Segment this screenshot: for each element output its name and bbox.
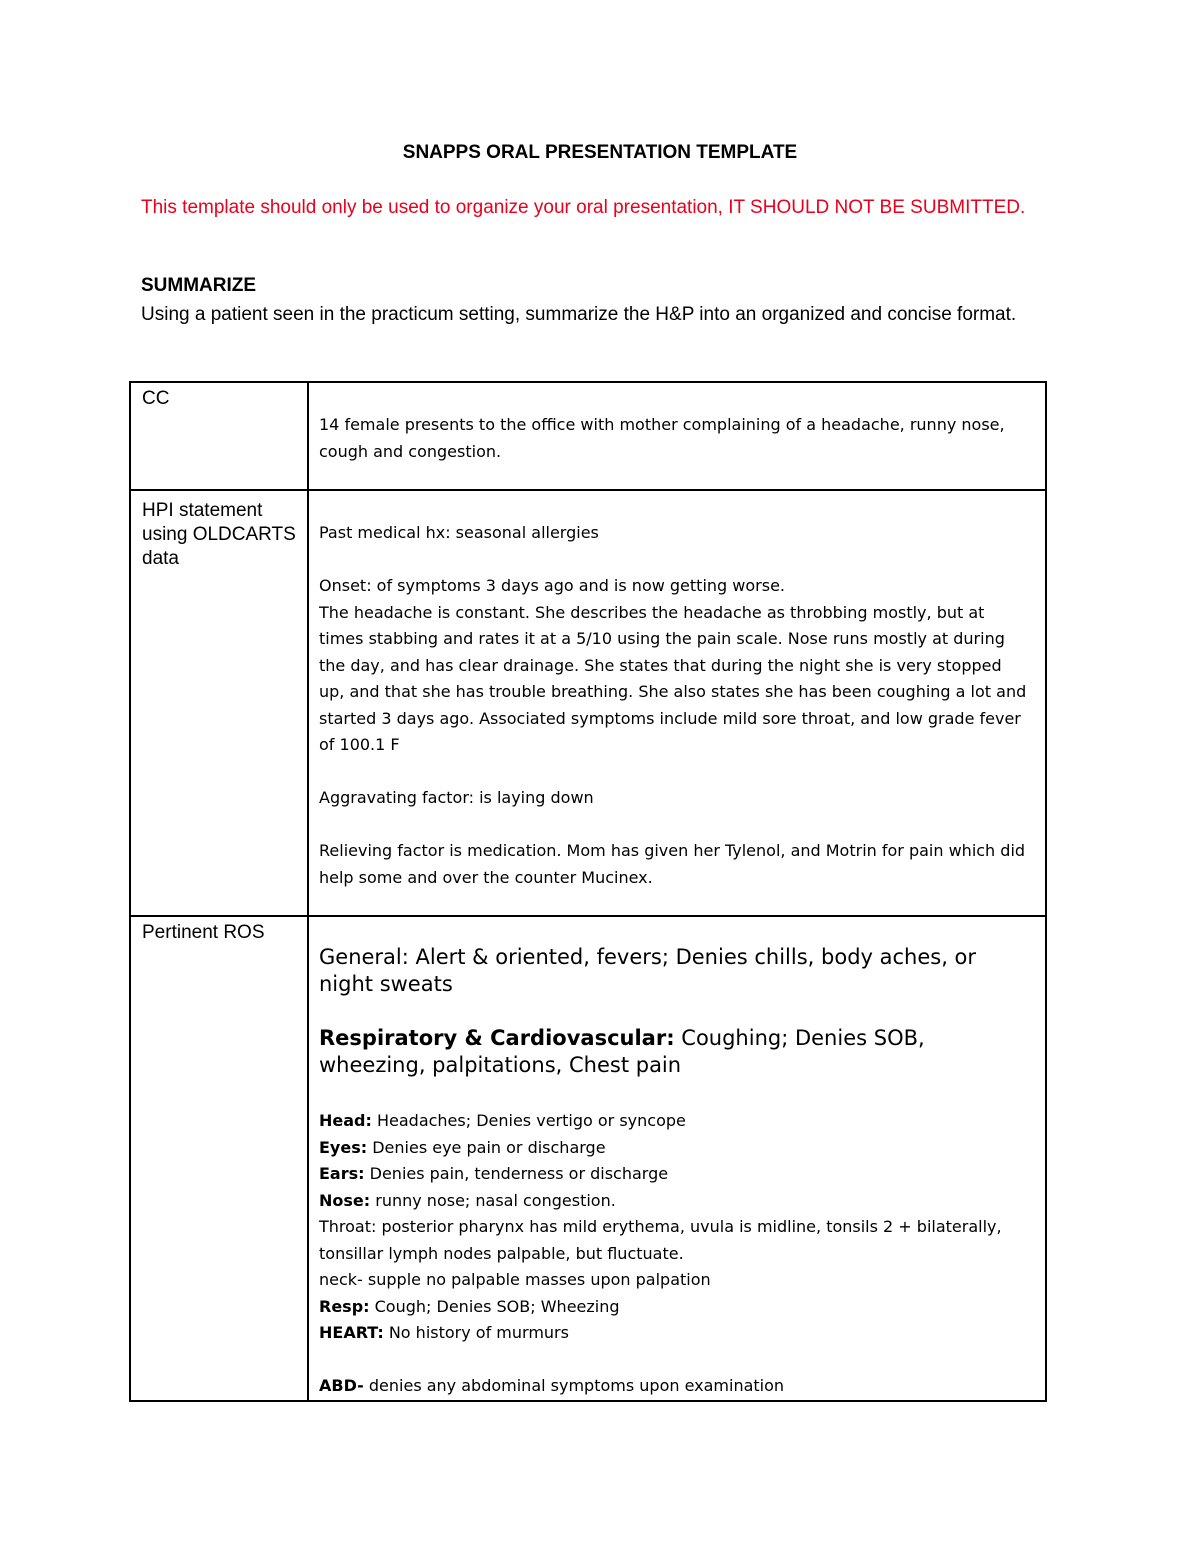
ros-head [319, 1108, 1027, 1135]
ros-general: General: Alert & oriented, fevers; Denies chills, body aches, or night sweats [319, 945, 977, 996]
ros-resp [319, 1294, 1027, 1321]
cc-label: CC [142, 388, 170, 409]
ros-resp-cardio-text: Coughing; Denies SOB, wheezing, palpitations, Chest pain [319, 1026, 925, 1077]
hpi-row [130, 490, 1046, 916]
summarize-heading: SUMMARIZE [141, 275, 257, 296]
ros-nose-text: runny nose; nasal congestion. [370, 1190, 616, 1210]
hpi-value-cell [308, 490, 1046, 916]
ros-eyes [319, 1135, 1027, 1162]
ros-head-label: Head: [319, 1111, 372, 1130]
ros-resp-cardio [319, 1025, 1027, 1079]
ros-ears [319, 1161, 1027, 1188]
cc-text: 14 female presents to the office with mother complaining of a headache, runny nose, cough and congestion. [319, 415, 1005, 461]
ros-abd-text: denies any abdominal symptoms upon examination [363, 1376, 785, 1395]
hpi-relieving: Relieving factor is medication. Mom has given her Tylenol, and Motrin for pain which did help some and over the counter Mucinex. [319, 841, 1026, 887]
cc-label-cell [130, 382, 308, 490]
ros-heart-text: No history of murmurs [383, 1323, 569, 1342]
ros-throat: Throat: posterior pharynx has mild erythema, uvula is midline, tonsils 2 + bilaterally, tonsillar lymph nodes palpable, but fluctuate. [319, 1217, 1002, 1263]
hpi-label: HPI statement using OLDCARTS data [142, 500, 296, 569]
warning-note: This template should only be used to organize your oral presentation, IT SHOULD NOT BE SUBMITTED. [141, 197, 1026, 218]
hpi-details: The headache is constant. She describes the headache as throbbing mostly, but at times stabbing and rates it at a 5/10 using the pain scale. Nose runs mostly at during the day, and has clear drainage. She states that during the night she is very stopped up, and that she has trouble breathing. She also states she has been coughing a lot and started 3 days ago. Associated symptoms include mild sore throat, and low grade fever of 100.1 F [319, 602, 1027, 754]
ros-nose-label: Nose: [319, 1190, 371, 1210]
ros-abd [319, 1373, 1027, 1400]
ros-eyes-text: Denies eye pain or discharge [367, 1137, 606, 1157]
ros-resp-text: Cough; Denies SOB; Wheezing [369, 1296, 620, 1316]
hpi-onset: Onset: of symptoms 3 days ago and is now getting worse. [319, 576, 785, 595]
hpi-past-medical: Past medical hx: seasonal allergies [319, 523, 599, 542]
ros-eyes-label: Eyes: [319, 1137, 368, 1157]
ros-resp-label: Resp: [319, 1296, 370, 1316]
ros-resp-cardio-label: Respiratory & Cardiovascular: [319, 1026, 675, 1050]
summarize-instructions: Using a patient seen in the practicum setting, summarize the H&P into an organized and concise format. [141, 304, 1017, 325]
ros-row [130, 916, 1046, 1401]
hpi-label-cell [130, 490, 308, 916]
cc-row [130, 382, 1046, 490]
ros-heart-label: HEART: [319, 1323, 384, 1342]
presentation-table [129, 381, 1047, 1402]
cc-value-cell [308, 382, 1046, 490]
ros-value-cell [308, 916, 1046, 1401]
ros-head-text: Headaches; Denies vertigo or syncope [371, 1111, 686, 1130]
ros-neck: neck- supple no palpable masses upon palpation [319, 1270, 711, 1289]
ros-label: Pertinent ROS [142, 922, 265, 943]
page-title: SNAPPS ORAL PRESENTATION TEMPLATE [402, 142, 798, 163]
ros-ears-text: Denies pain, tenderness or discharge [364, 1164, 669, 1183]
ros-nose [319, 1188, 1027, 1215]
ros-abd-label: ABD- [319, 1376, 364, 1395]
hpi-aggravating: Aggravating factor: is laying down [319, 788, 594, 807]
ros-label-cell [130, 916, 308, 1401]
ros-ears-label: Ears: [319, 1164, 365, 1183]
ros-heart [319, 1320, 1027, 1347]
